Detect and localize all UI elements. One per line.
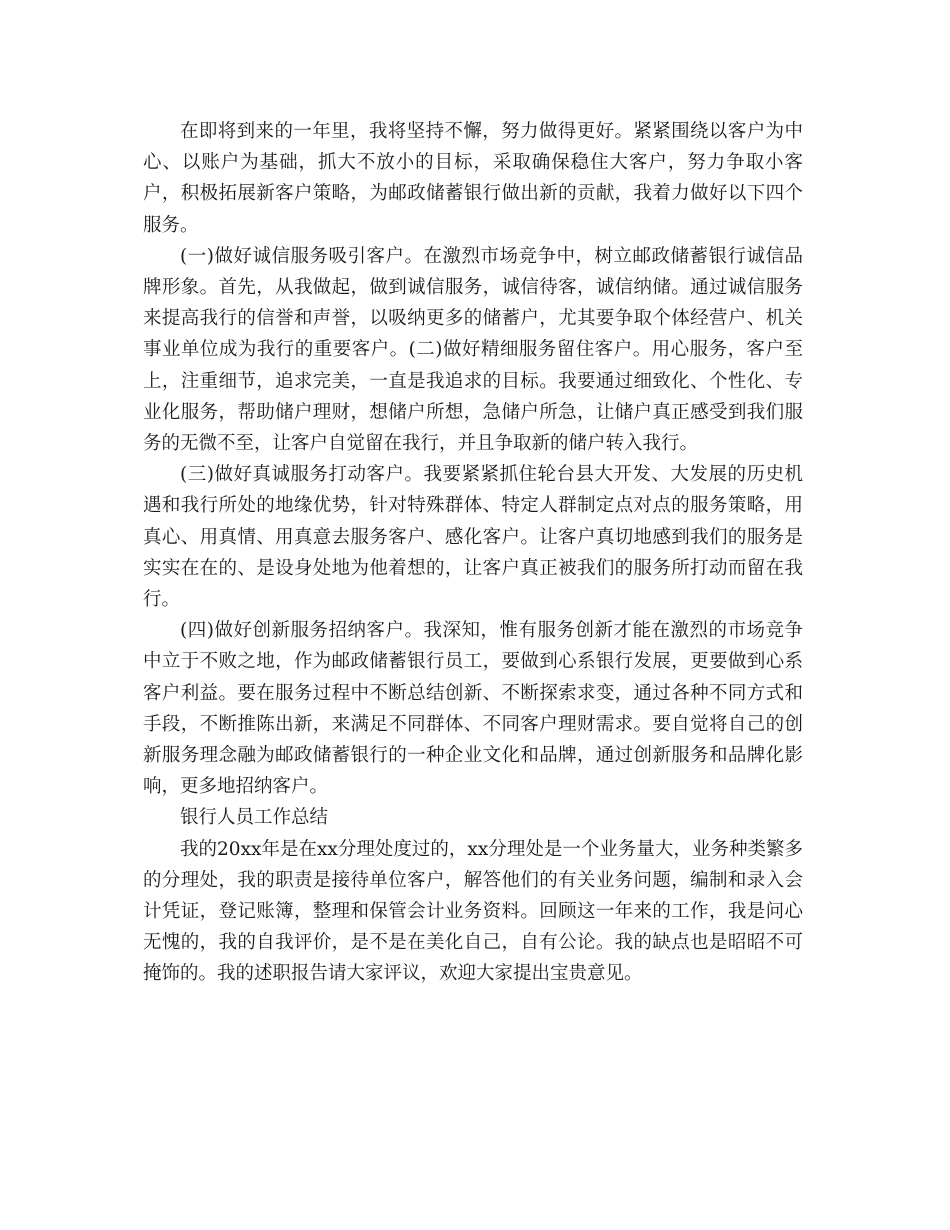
paragraph-service-three: (三)做好真诚服务打动客户。我要紧紧抓住轮台县大开发、大发展的历史机遇和我行所处的地缘优势，针对特殊群体、特定人群制定点对点的服务策略，用真心、用真情、用真意去服务客户、感化客户。让客户真切地感到我们的服务是实实在在的、是设身处地为他着想的，让客户真正被我们的服务所打动而留在我行。 (143, 464, 803, 611)
paragraph-intro: 在即将到来的一年里，我将坚持不懈，努力做得更好。紧紧围绕以客户为中心、以账户为基础，抓大不放小的目标，采取确保稳住大客户，努力争取小客户，积极拓展新客户策略，为邮政储蓄银行做出新的贡献，我着力做好以下四个服务。 (143, 121, 803, 236)
section-heading: 银行人员工作总结 (180, 807, 329, 829)
paragraph-service-four: (四)做好创新服务招纳客户。我深知，惟有服务创新才能在激烈的市场竞争中立于不败之地，作为邮政储蓄银行员工，要做到心系银行发展，更要做到心系客户利益。要在服务过程中不断总结创新、不断探索求变，通过各种不同方式和手段，不断推陈出新，来满足不同群体、不同客户理财需求。要自觉将自己的创新服务理念融为邮政储蓄银行的一种企业文化和品牌，通过创新服务和品牌化影响，更多地招纳客户。 (143, 620, 803, 798)
document-body (143, 116, 803, 990)
paragraph-summary: 我的20xx年是在xx分理处度过的，xx分理处是一个业务量大，业务种类繁多的分理处，我的职责是接待单位客户，解答他们的有关业务问题，编制和录入会计凭证，登记账簿，整理和保管会计业务资料。回顾这一年来的工作，我是问心无愧的，我的自我评价，是不是在美化自己，自有公论。我的缺点也是昭昭不可掩饰的。我的述职报告请大家评议，欢迎大家提出宝贵意见。 (143, 838, 803, 985)
paragraph-service-one-two: (一)做好诚信服务吸引客户。在激烈市场竞争中，树立邮政储蓄银行诚信品牌形象。首先，从我做起，做到诚信服务，诚信待客，诚信纳储。通过诚信服务来提高我行的信誉和声誉，以吸纳更多的储蓄户，尤其要争取个体经营户、机关事业单位成为我行的重要客户。(二)做好精细服务留住客户。用心服务，客户至上，注重细节，追求完美，一直是我追求的目标。我要通过细致化、个性化、专业化服务，帮助储户理财，想储户所想，急储户所急，让储户真正感受到我们服务的无微不至，让客户自觉留在我行，并且争取新的储户转入我行。 (143, 245, 803, 455)
